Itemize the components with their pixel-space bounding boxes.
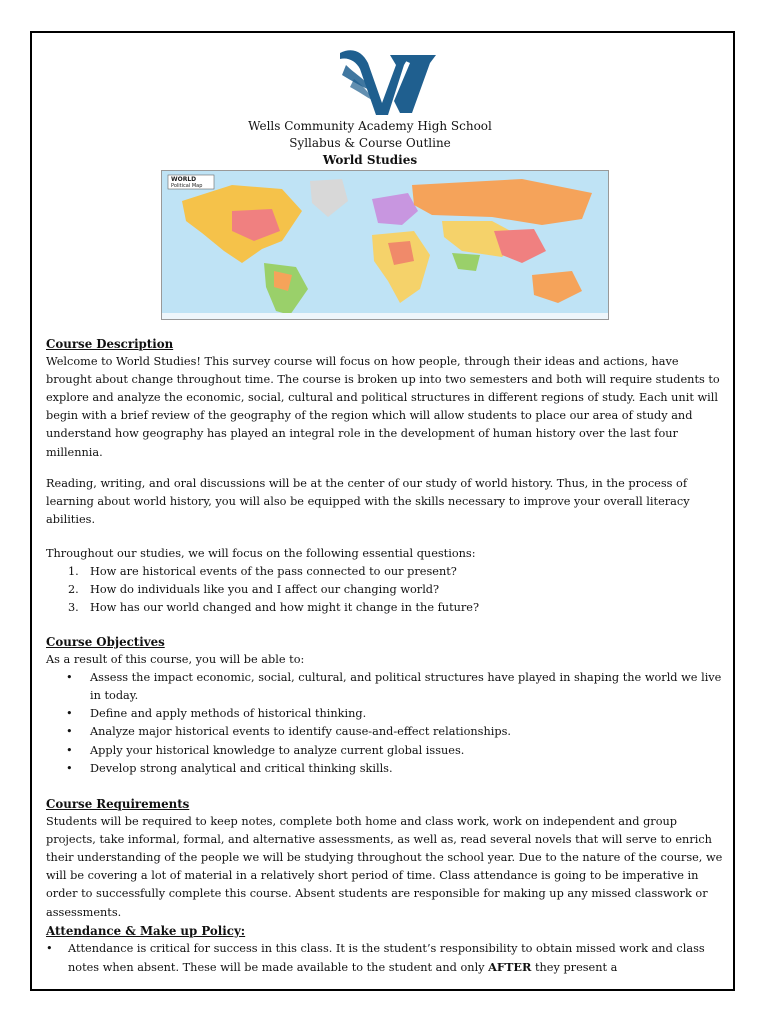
requirements-paragraph: Students will be required to keep notes, complete both home and class work, work on independent and group projects, take informal, formal, and alternative assessments, as well as, read several novels that will serve to enrich their understanding of the people we will be studying throughout the school year. Due to the nature of the course, we will be covering a lot of material in a relatively short period of time. Class attendance is going to be imperative in order to successfully complete this course. Absent students are responsible for making up any missed classwork or assessments. xyxy=(46,815,723,919)
essential-questions-block xyxy=(46,545,726,617)
objective-item: • Assess the impact economic, social, cultural, and political structures have played in shaping the world we live in today. xyxy=(46,669,726,705)
syllabus-page xyxy=(30,31,735,991)
question-item: 1. How are historical events of the pass connected to our present? xyxy=(68,565,457,579)
objective-item: • Define and apply methods of historical thinking. xyxy=(46,705,726,723)
objectives-list xyxy=(46,669,726,778)
svg-text:Political Map: Political Map xyxy=(171,183,203,189)
description-paragraph-2-block xyxy=(46,475,726,529)
description-paragraph-2: Reading, writing, and oral discussions will be at the center of our study of world history. Thus, in the process of learning about world history, you will also be equipped with the skills necessary to improve your overall literacy abilities. xyxy=(46,477,690,527)
course-objectives-heading: Course Objectives xyxy=(46,635,165,649)
attendance-list xyxy=(46,940,726,977)
question-item: 3. How has our world changed and how might it change in the future? xyxy=(68,601,480,615)
course-requirements-section xyxy=(46,795,726,977)
school-name: Wells Community Academy High School xyxy=(248,119,492,133)
attendance-item: • Attendance is critical for success in this class. It is the student’s responsibility to obtain missed work and class notes when absent. These will be made available to the student and only AFTER they present a xyxy=(46,940,726,977)
description-paragraph-1: Welcome to World Studies! This survey course will focus on how people, through their ideas and actions, have brought about change throughout time. The course is broken up into two semesters and both will require students to explore and analyze the economic, social, cultural and political structures in different regions of study. Each unit will begin with a brief review of the geography of the region which will allow students to place our area of study and understand how geography has played an integral role in the development of human history over the last four millennia. xyxy=(46,355,720,459)
objectives-intro: As a result of this course, you will be able to: xyxy=(46,653,305,667)
school-logo xyxy=(332,45,442,121)
objective-item: • Apply your historical knowledge to analyze current global issues. xyxy=(46,742,726,760)
course-description-section xyxy=(46,335,726,462)
course-description-heading: Course Description xyxy=(46,337,174,351)
attendance-policy-heading: Attendance & Make up Policy: xyxy=(46,923,246,938)
question-item: 2. How do individuals like you and I affect our changing world? xyxy=(68,583,440,597)
course-title: World Studies xyxy=(322,153,418,167)
course-requirements-heading: Course Requirements xyxy=(46,797,190,811)
questions-intro: Throughout our studies, we will focus on the following essential questions: xyxy=(46,547,476,560)
svg-text:WORLD: WORLD xyxy=(171,176,197,183)
objective-item: • Analyze major historical events to identify cause-and-effect relationships. xyxy=(46,723,726,741)
course-objectives-section xyxy=(46,633,726,778)
essential-questions-list xyxy=(46,563,726,617)
document-subtitle: Syllabus & Course Outline xyxy=(289,136,451,150)
world-political-map xyxy=(161,170,609,320)
objective-item: • Develop strong analytical and critical thinking skills. xyxy=(46,760,726,778)
